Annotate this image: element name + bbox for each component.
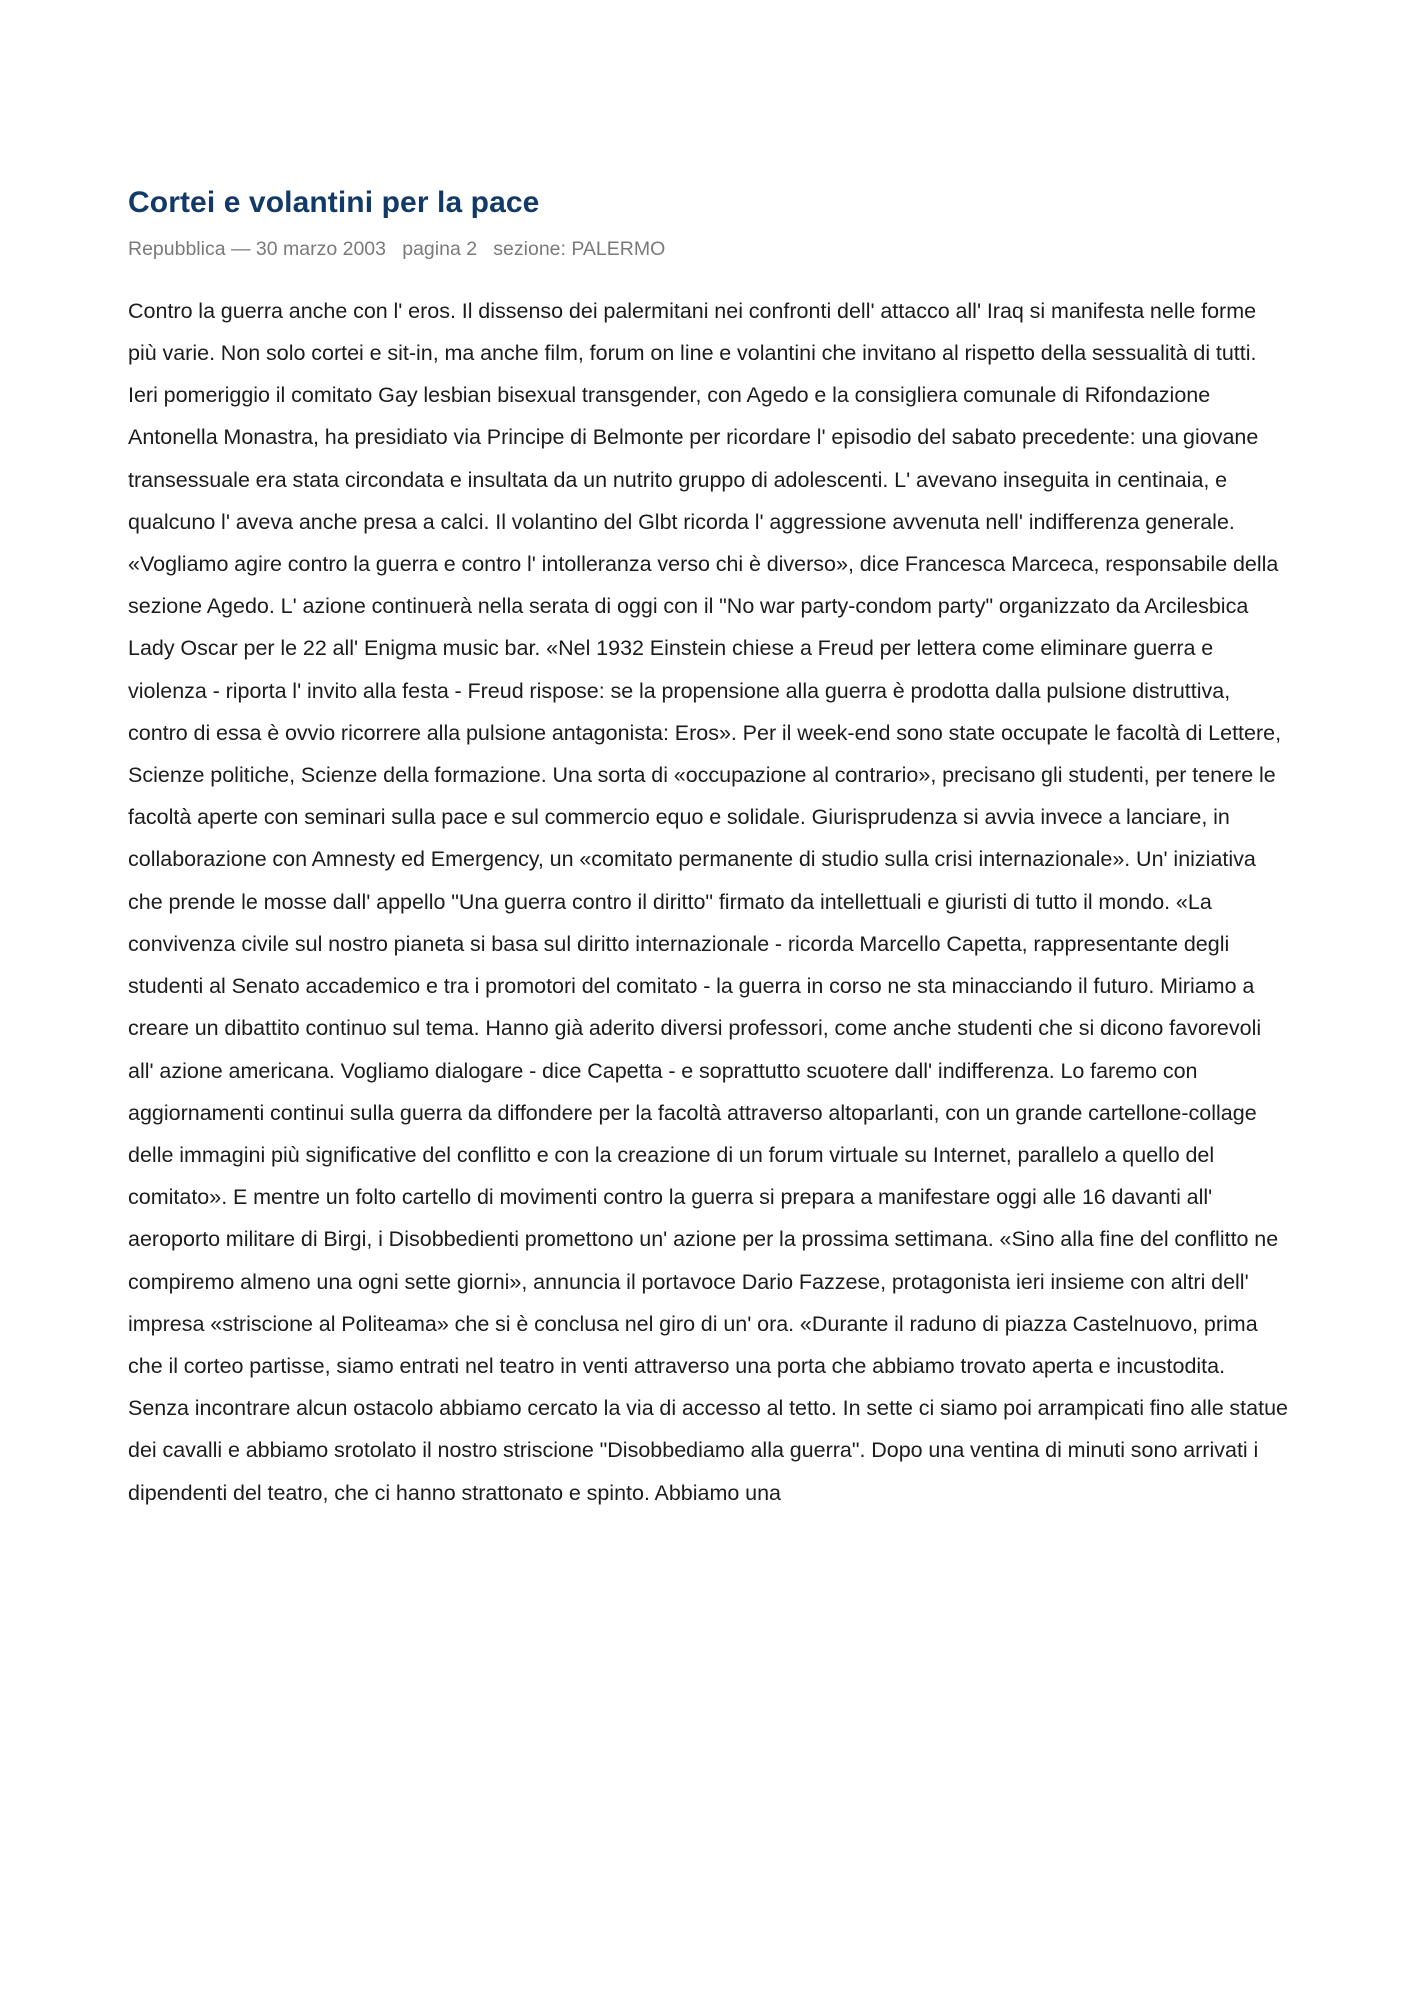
article-byline: Repubblica — 30 marzo 2003 pagina 2 sezione: PALERMO xyxy=(128,237,666,260)
article-header xyxy=(128,186,1319,262)
article-body xyxy=(128,290,1288,1514)
article-body-paragraph: Contro la guerra anche con l' eros. Il dissenso dei palermitani nei confronti dell' attacco all' Iraq si manifesta nelle forme più varie. Non solo cortei e sit-in, ma anche film, forum on line e volantini che invitano al rispetto della sessualità di tutti. Ieri pomeriggio il comitato Gay lesbian bisexual transgender, con Agedo e la consigliera comunale di Rifondazione Antonella Monastra, ha presidiato via Principe di Belmonte per ricordare l' episodio del sabato precedente: una giovane transessuale era stata circondata e insultata da un nutrito gruppo di adolescenti. L' avevano inseguita in centinaia, e qualcuno l' aveva anche presa a calci. Il volantino del Glbt ricorda l' aggressione avvenuta nell' indifferenza generale. «Vogliamo agire contro la guerra e contro l' intolleranza verso chi è diverso», dice Francesca Marceca, responsabile della sezione Agedo. L' azione continuerà nella serata di oggi con il "No war party-condom party" organizzato da Arcilesbica Lady Oscar per le 22 all' Enigma music bar. «Nel 1932 Einstein chiese a Freud per lettera come eliminare guerra e violenza - riporta l' invito alla festa - Freud rispose: se la propensione alla guerra è prodotta dalla pulsione distruttiva, contro di essa è ovvio ricorrere alla pulsione antagonista: Eros». Per il week-end sono state occupate le facoltà di Lettere, Scienze politiche, Scienze della formazione. Una sorta di «occupazione al contrario», precisano gli studenti, per tenere le facoltà aperte con seminari sulla pace e sul commercio equo e solidale. Giurisprudenza si avvia invece a lanciare, in collaborazione con Amnesty ed Emergency, un «comitato permanente di studio sulla crisi internazionale». Un' iniziativa che prende le mosse dall' appello "Una guerra contro il diritto" firmato da intellettuali e giuristi di tutto il mondo. «La convivenza civile sul nostro pianeta si basa sul diritto internazionale - ricorda Marcello Capetta, rappresentante degli studenti al Senato accademico e tra i promotori del comitato - la guerra in corso ne sta minacciando il futuro. Miriamo a creare un dibattito continuo sul tema. Hanno già aderito diversi professori, come anche studenti che si dicono favorevoli all' azione americana. Vogliamo dialogare - dice Capetta - e soprattutto scuotere dall' indifferenza. Lo faremo con aggiornamenti continui sulla guerra da diffondere per la facoltà attraverso altoparlanti, con un grande cartellone-collage delle immagini più significative del conflitto e con la creazione di un forum virtuale su Internet, parallelo a quello del comitato». E mentre un folto cartello di movimenti contro la guerra si prepara a manifestare oggi alle 16 davanti all' aeroporto militare di Birgi, i Disobbedienti promettono un' azione per la prossima settimana. «Sino alla fine del conflitto ne compiremo almeno una ogni sette giorni», annuncia il portavoce Dario Fazzese, protagonista ieri insieme con altri dell' impresa «striscione al Politeama» che si è conclusa nel giro di un' ora. «Durante il raduno di piazza Castelnuovo, prima che il corteo partisse, siamo entrati nel teatro in venti attraverso una porta che abbiamo trovato aperta e incustodita. Senza incontrare alcun ostacolo abbiamo cercato la via di accesso al tetto. In sette ci siamo poi arrampicati fino alle statue dei cavalli e abbiamo srotolato il nostro striscione "Disobbediamo alla guerra". Dopo una ventina di minuti sono arrivati i dipendenti del teatro, che ci hanno strattonato e spinto. Abbiamo una xyxy=(128,298,1289,1505)
page-title: Cortei e volantini per la pace xyxy=(128,186,540,219)
